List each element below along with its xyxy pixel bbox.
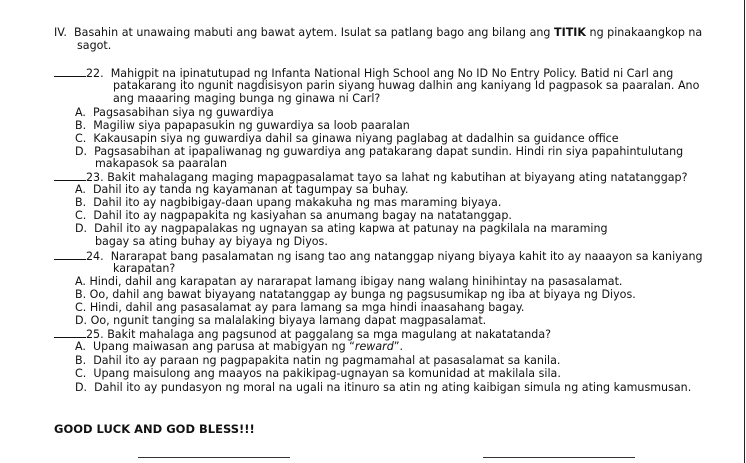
choice-25-a: A. Upang maiwasan ang parusa at mabigyan ng “reward”.: [75, 340, 404, 353]
choice-22-b: B. Magiliw siya papapasukin ng guwardiya sa loob paaralan: [75, 119, 410, 132]
choice-24-c: C. Hindi, dahil ang pasasalamat ay para lamang sa mga hindi inaasahang bagay.: [75, 301, 525, 314]
instructions-line-2: sagot.: [77, 39, 112, 52]
question-24: 24. Nararapat bang pasalamatan ng isang tao ang natanggap niyang biyaya kahit ito ay naaayon sa kaniyang: [54, 249, 703, 263]
answer-blank-22[interactable]: [54, 66, 86, 77]
signature-line-right[interactable]: [483, 457, 635, 458]
choice-23-b: B. Dahil ito ay nagbibigay-daan upang makakuha ng mas maraming biyaya.: [75, 196, 502, 209]
question-22-line: patakarang ito ngunit nagdisisyon parin siyang huwag dalhin ang kaniyang Id pagpasok sa paaralan. Ano: [113, 79, 700, 92]
choice-25-d: D. Dahil ito ay pundasyon ng moral na ugali na itinuro sa atin ng ating kaibigan simula ng ating kamusmusan.: [75, 381, 692, 394]
keyword-titik: TITIK: [554, 26, 587, 39]
answer-blank-23[interactable]: [54, 170, 86, 181]
choice-24-a: A. Hindi, dahil ang karapatan ay nararapat lamang ibigay nang walang hinihintay na pasasalamat.: [75, 275, 623, 288]
choice-23-d: D. Dahil ito ay nagpapalakas ng ugnayan sa ating kapwa at patunay na pagkilala na maraming: [75, 222, 608, 235]
choice-24-d: D. Oo, ngunit tanging sa malalaking biyaya lamang dapat magpasalamat.: [75, 314, 487, 327]
choice-22-d-cont: makapasok sa paaralan: [95, 157, 228, 170]
instructions-line-1: IV. Basahin at unawaing mabuti ang bawat aytem. Isulat sa patlang bago ang bilang ang TITIK ng pinakaangkop na: [54, 26, 703, 39]
section-numeral: IV.: [54, 26, 67, 39]
choice-23-c: C. Dahil ito ay nagpapakita ng kasiyahan sa anumang bagay na natatanggap.: [75, 209, 512, 222]
choice-24-b: B. Oo, dahil ang bawat biyayang natatanggap ay bunga ng pagsusumikap ng iba at biyaya ng Diyos.: [75, 288, 636, 301]
choice-23-a: A. Dahil ito ay tanda ng kayamanan at tagumpay sa buhay.: [75, 183, 409, 196]
signature-line-left[interactable]: [138, 457, 290, 458]
answer-blank-24[interactable]: [54, 249, 86, 260]
closing-message: GOOD LUCK AND GOD BLESS!!!: [54, 422, 255, 436]
choice-22-d: D. Pagsasabihan at ipapaliwanag ng guwardiya ang patakarang dapat sundin. Hindi rin siya papahintulutang: [75, 145, 684, 158]
question-22: 22. Mahigpit na ipinatutupad ng Infanta National High School ang No ID No Entry Policy. Batid ni Carl ang: [54, 66, 673, 80]
question-25: 25. Bakit mahalaga ang pagsunod at paggalang sa mga magulang at nakatatanda?: [54, 327, 551, 341]
question-24-line: karapatan?: [113, 262, 176, 275]
reward-term: reward: [354, 340, 394, 353]
choice-25-b: B. Dahil ito ay paraan ng pagpapakita natin ng pagmamahal at pasasalamat sa kanila.: [75, 354, 561, 367]
answer-blank-25[interactable]: [54, 327, 86, 338]
choice-23-d-cont: bagay sa ating buhay ay biyaya ng Diyos.: [95, 235, 328, 248]
choice-22-a: A. Pagsasabihan siya ng guwardiya: [75, 106, 274, 119]
question-23: 23. Bakit mahalagang maging mapagpasalamat tayo sa lahat ng kabutihan at biyayang ating natatanggap?: [54, 170, 688, 184]
question-22-line: ang maaaring maging bunga ng ginawa ni Carl?: [113, 92, 381, 105]
choice-25-c: C. Upang maisulong ang maayos na pakikipag-ugnayan sa komunidad at makilala sila.: [75, 367, 561, 380]
choice-22-c: C. Kakausapin siya ng guwardiya dahil sa ginawa niyang paglabag at dadalhin sa guidance office: [75, 132, 619, 145]
